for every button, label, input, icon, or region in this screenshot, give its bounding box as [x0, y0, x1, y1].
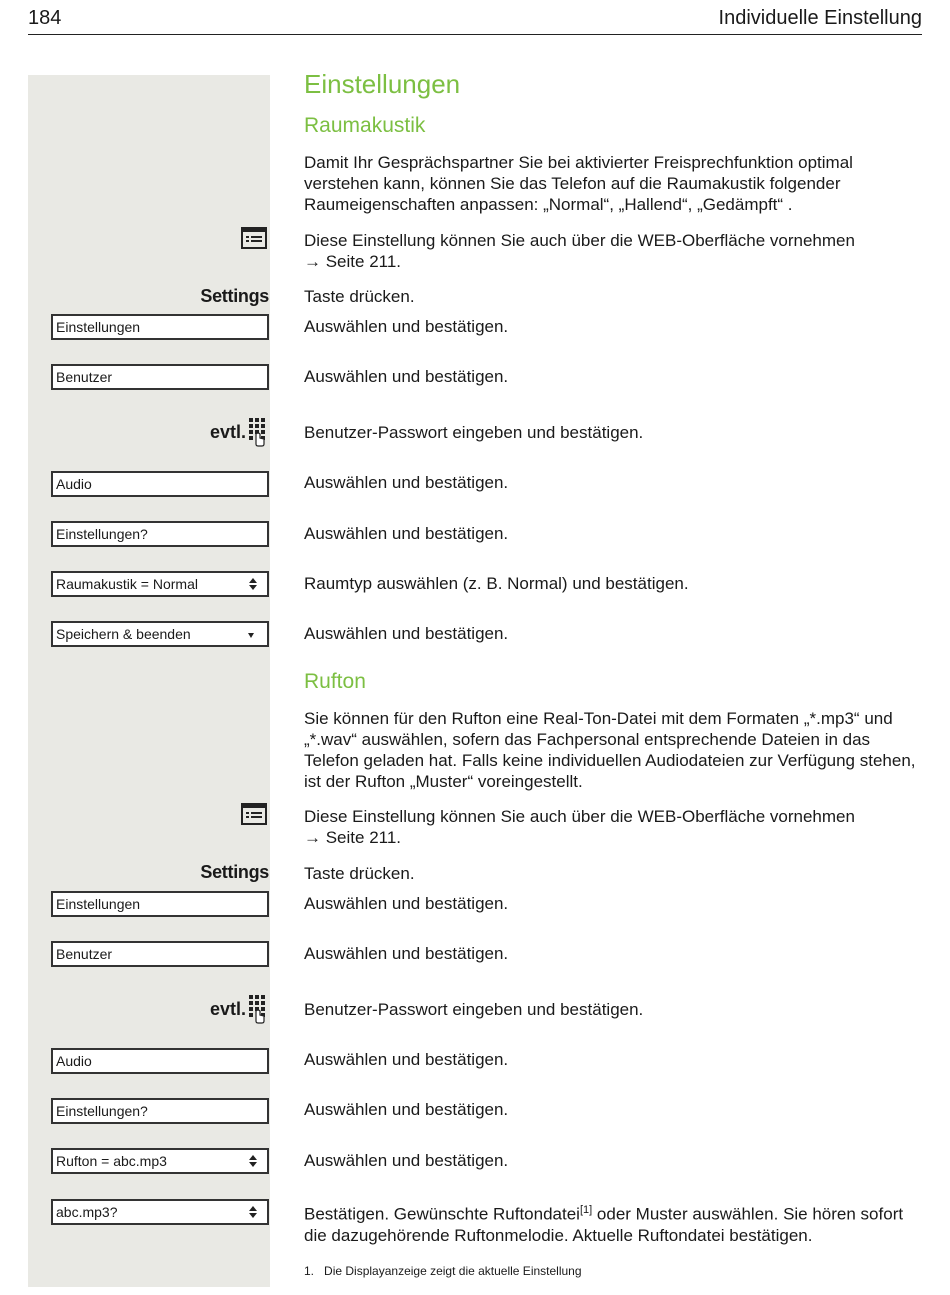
down-arrow-icon: [248, 633, 254, 638]
menu-item-abc-mp3[interactable]: [51, 1199, 269, 1225]
menu-item-rufton[interactable]: [51, 1148, 269, 1174]
footnote-ref[interactable]: [1]: [579, 1204, 593, 1216]
settings-key-label[interactable]: Settings: [200, 862, 269, 882]
web-interface-icon: [241, 803, 267, 825]
web-note-link[interactable]: → Seite 211.: [304, 828, 402, 847]
evtl-label: evtl.: [210, 422, 247, 442]
step-text: Benutzer-Passwort eingeben und bestätigen.: [304, 423, 644, 442]
menu-item-rufton-label: Rufton = abc.mp3: [56, 1153, 167, 1169]
step-text: Auswählen und bestätigen.: [304, 1050, 509, 1069]
section-heading-rufton: Rufton: [304, 670, 366, 693]
menu-item-abc-mp3-label: abc.mp3?: [56, 1204, 118, 1220]
step-text: Auswählen und bestätigen.: [304, 1100, 509, 1119]
evtl-label: evtl.: [210, 999, 247, 1019]
page-number: 184: [28, 7, 62, 29]
keypad-icon: [247, 994, 269, 1024]
menu-item-einstellungen-q[interactable]: Einstellungen?: [51, 1098, 269, 1124]
chapter-title: Individuelle Einstellung: [718, 7, 922, 29]
menu-item-benutzer[interactable]: Benutzer: [51, 941, 269, 967]
up-down-arrows-icon: [249, 1155, 257, 1167]
menu-item-speichern-label: Speichern & beenden: [56, 626, 191, 642]
step-final-part-b: oder Muster auswählen. Sie hören sofort die dazugehörende Ruftonmelodie. Aktuelle Ruftondatei bestätigen.: [304, 1204, 904, 1245]
web-note-line-1: Diese Einstellung können Sie auch über die WEB-Oberfläche vornehmen: [304, 231, 855, 250]
step-text: Auswählen und bestätigen.: [304, 894, 509, 913]
raumakustik-intro: Damit Ihr Gesprächspartner Sie bei aktivierter Freisprechfunktion optimal verstehen kann, können Sie das Telefon auf die Raumakustik folgender Raumeigenschaften anpassen: „Normal“, „Hallend“, „Gedämpft“ .: [304, 153, 853, 214]
page-title: Einstellungen: [304, 69, 461, 99]
menu-item-raumakustik[interactable]: [51, 571, 269, 597]
footnote-text: Die Displayanzeige zeigt die aktuelle Einstellung: [324, 1264, 582, 1278]
step-text-final: [304, 1200, 924, 1246]
up-down-arrows-icon: [249, 1206, 257, 1218]
menu-item-speichern[interactable]: [51, 621, 269, 647]
step-text: Auswählen und bestätigen.: [304, 624, 509, 643]
step-text: Taste drücken.: [304, 287, 415, 306]
step-text: Raumtyp auswählen (z. B. Normal) und bestätigen.: [304, 574, 689, 593]
section-heading-raumakustik: Raumakustik: [304, 114, 426, 137]
step-text: Auswählen und bestätigen.: [304, 1151, 509, 1170]
menu-item-einstellungen[interactable]: Einstellungen: [51, 314, 269, 340]
keypad-icon: [247, 417, 269, 447]
step-text: Auswählen und bestätigen.: [304, 367, 509, 386]
menu-item-einstellungen-q[interactable]: Einstellungen?: [51, 521, 269, 547]
settings-key-label[interactable]: Settings: [200, 286, 269, 306]
step-text: Benutzer-Passwort eingeben und bestätigen.: [304, 1000, 644, 1019]
step-text: Taste drücken.: [304, 864, 415, 883]
menu-item-einstellungen[interactable]: Einstellungen: [51, 891, 269, 917]
footnote-number: 1.: [304, 1264, 315, 1278]
step-final-part-a: Bestätigen. Gewünschte Ruftondatei: [304, 1204, 580, 1224]
step-text: Auswählen und bestätigen.: [304, 524, 509, 543]
menu-item-benutzer[interactable]: Benutzer: [51, 364, 269, 390]
step-text: Auswählen und bestätigen.: [304, 317, 509, 336]
menu-item-raumakustik-label: Raumakustik = Normal: [56, 576, 198, 592]
up-down-arrows-icon: [249, 578, 257, 590]
step-text: Auswählen und bestätigen.: [304, 944, 509, 963]
web-interface-icon: [241, 227, 267, 249]
web-note-link[interactable]: → Seite 211.: [304, 252, 402, 271]
page-header: [28, 0, 922, 35]
step-text: Auswählen und bestätigen.: [304, 473, 509, 492]
menu-item-audio[interactable]: Audio: [51, 471, 269, 497]
web-note: [304, 230, 924, 272]
web-note-line-1: Diese Einstellung können Sie auch über die WEB-Oberfläche vornehmen: [304, 807, 855, 826]
footnote: [304, 1264, 582, 1278]
rufton-intro: Sie können für den Rufton eine Real-Ton-Datei mit dem Formaten „*.mp3“ und „*.wav“ auswählen, sofern das Fachpersonal entsprechende Dateien in das Telefon geladen hat. Falls keine individuellen Audiodateien zur Verfügung stehen, ist der Rufton „Muster“ voreingestellt.: [304, 709, 916, 791]
menu-item-audio[interactable]: Audio: [51, 1048, 269, 1074]
web-note: [304, 806, 924, 848]
